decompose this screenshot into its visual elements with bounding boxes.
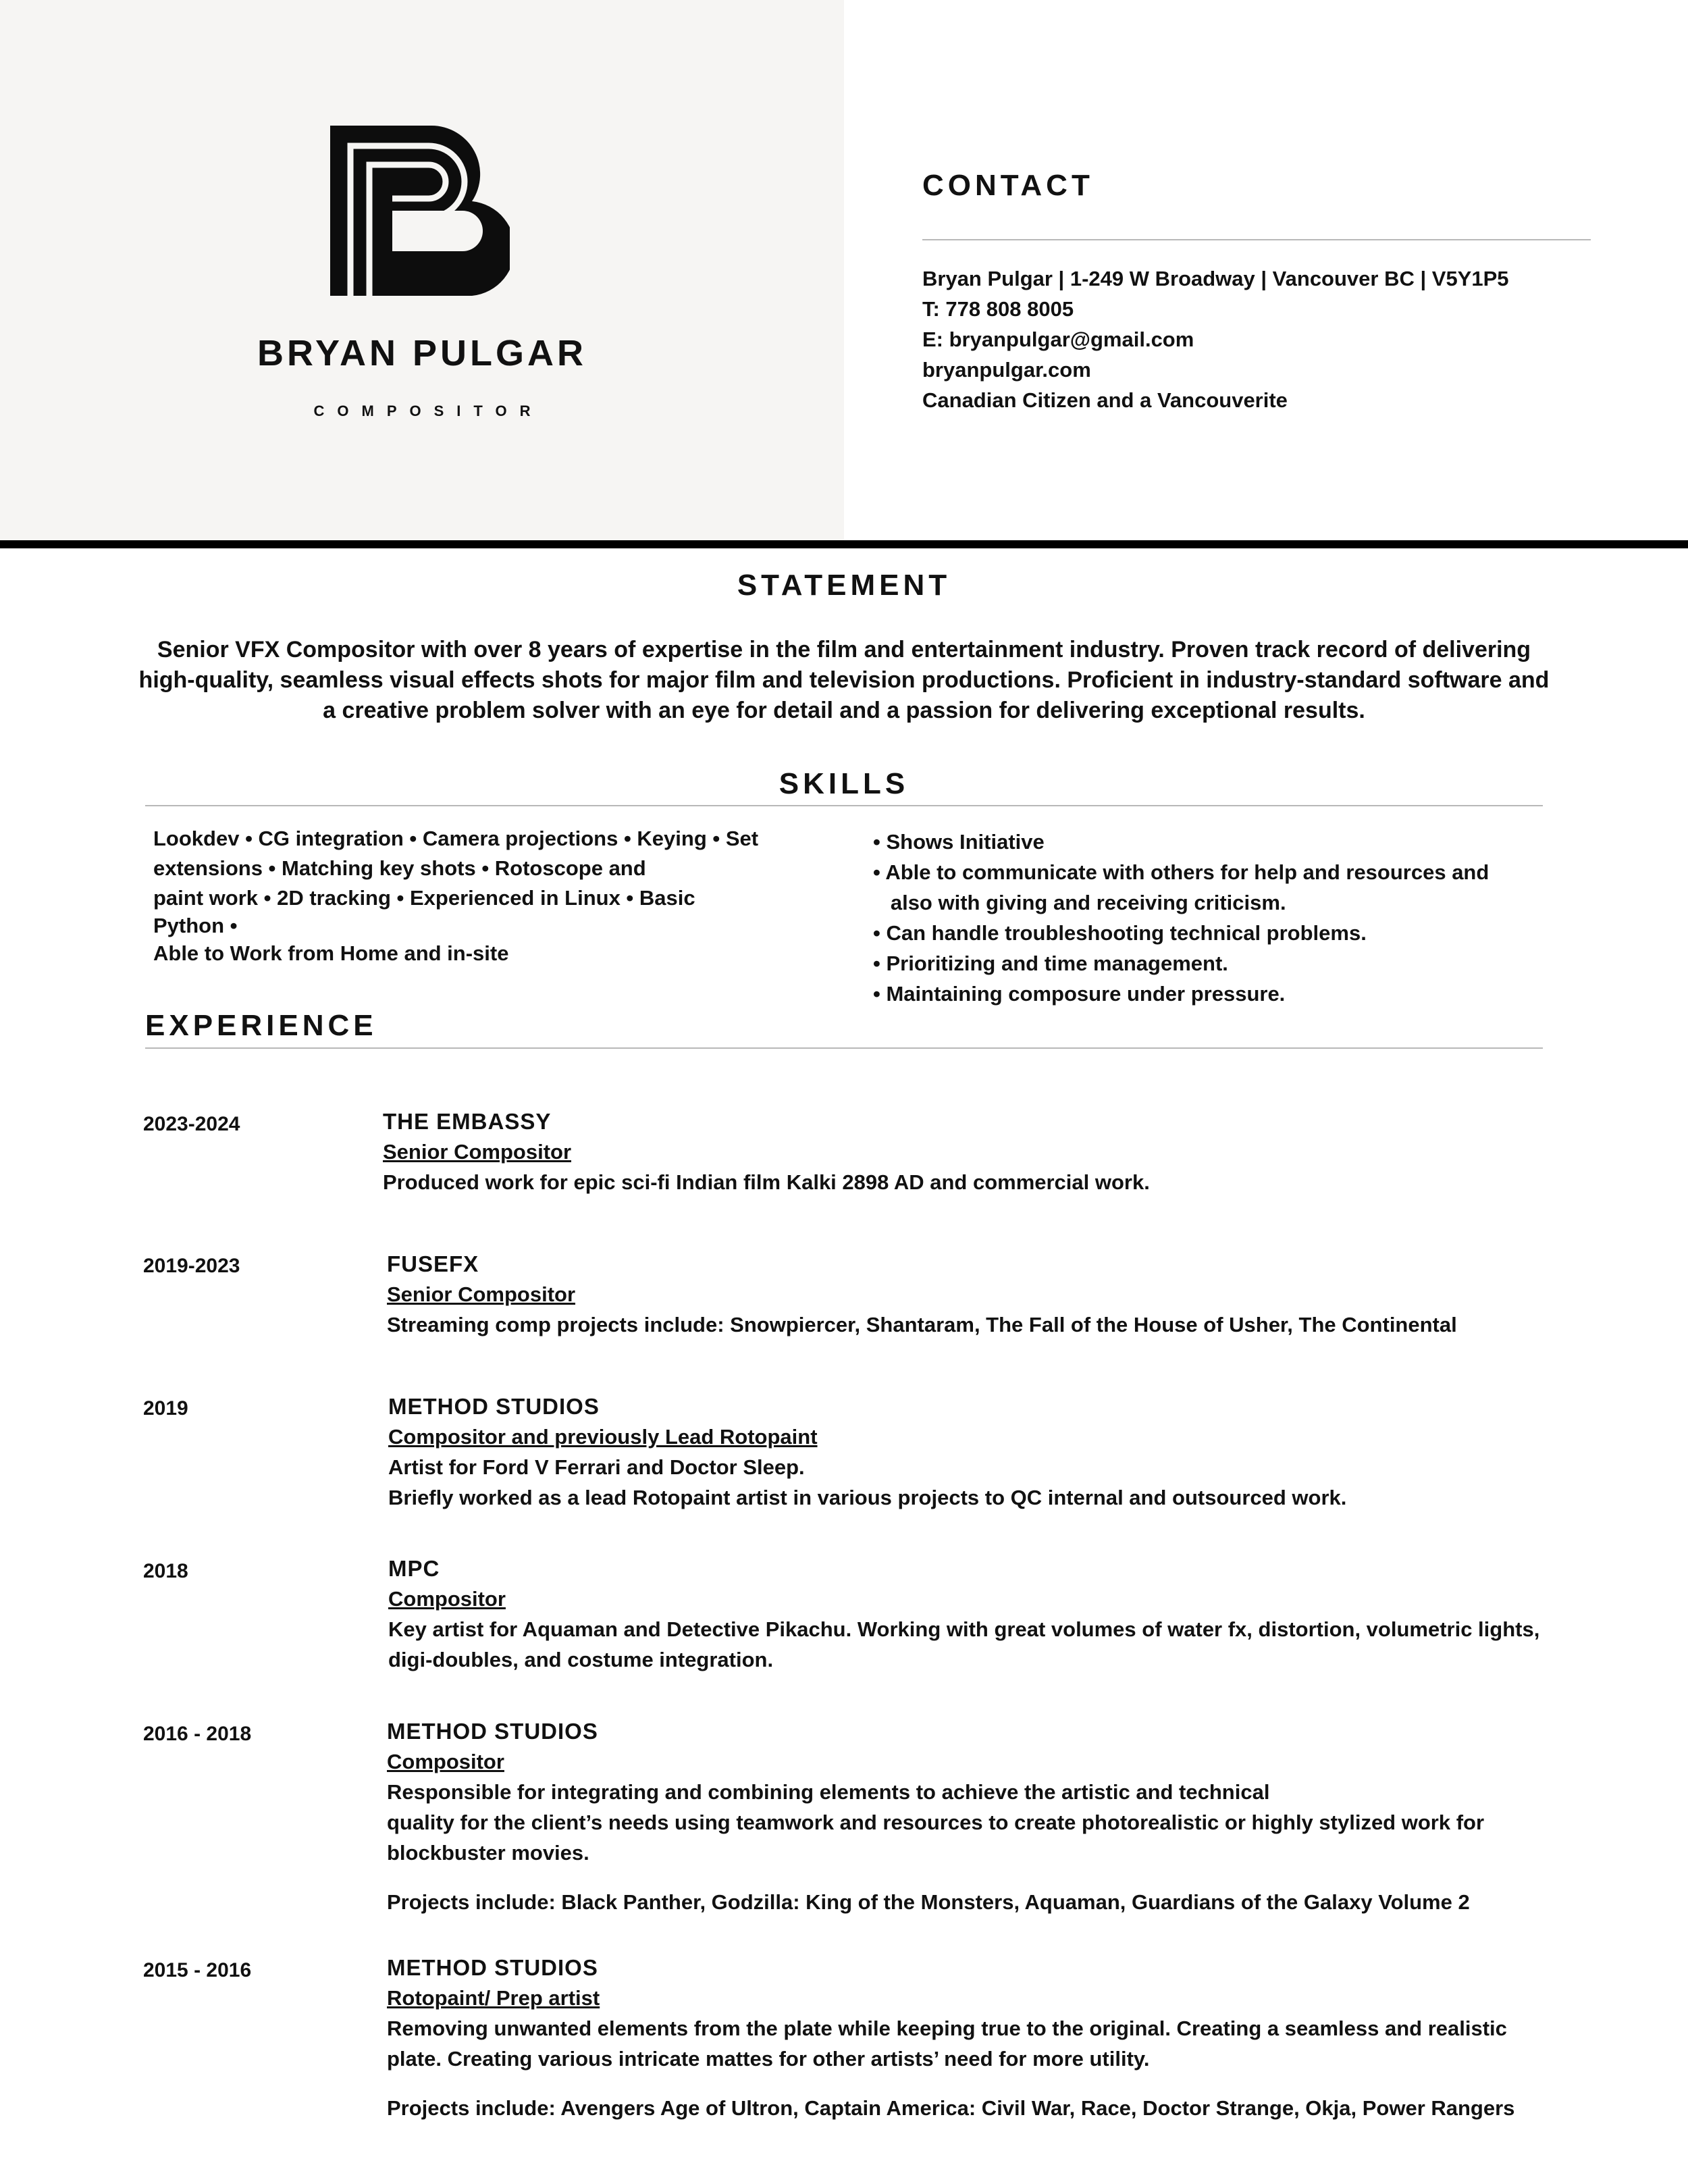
job-title: Compositor bbox=[387, 1750, 504, 1773]
job-years: 2016 - 2018 bbox=[143, 1723, 252, 1745]
job-description: quality for the client’s needs using teamwork and resources to create photorealistic or highly stylized work for bbox=[387, 1811, 1485, 1834]
contact-email[interactable]: E: bryanpulgar@gmail.com bbox=[922, 328, 1194, 351]
skill-line: Able to Work from Home and in-site bbox=[153, 941, 509, 965]
job-company: FUSEFX bbox=[387, 1251, 479, 1276]
job-years: 2019-2023 bbox=[143, 1255, 240, 1277]
job-company: METHOD STUDIOS bbox=[387, 1719, 598, 1744]
job-description: Produced work for epic sci-fi Indian film Kalki 2898 AD and commercial work. bbox=[383, 1170, 1150, 1194]
skill-line: • Maintaining composure under pressure. bbox=[873, 982, 1286, 1006]
skill-line: Python • bbox=[153, 914, 238, 937]
job-description: Artist for Ford V Ferrari and Doctor Sleep. bbox=[388, 1455, 805, 1479]
skill-line: • Prioritizing and time management. bbox=[873, 952, 1228, 975]
skill-line: paint work • 2D tracking • Experienced in Linux • Basic bbox=[153, 886, 695, 910]
candidate-role: COMPOSITOR bbox=[313, 402, 544, 419]
skill-line: extensions • Matching key shots • Rotoscope and bbox=[153, 856, 646, 880]
experience-divider bbox=[145, 1047, 1543, 1049]
skill-line: • Can handle troubleshooting technical problems. bbox=[873, 921, 1367, 945]
skill-line: • Shows Initiative bbox=[873, 830, 1045, 854]
candidate-name: BRYAN PULGAR bbox=[257, 333, 587, 373]
job-company: MPC bbox=[388, 1556, 440, 1581]
job-projects: Projects include: Black Panther, Godzilla: King of the Monsters, Aquaman, Guardians of the Galaxy Volume 2 bbox=[387, 1890, 1470, 1914]
job-title: Compositor and previously Lead Rotopaint bbox=[388, 1425, 818, 1449]
job-entry bbox=[388, 1553, 1550, 1675]
soft-skills bbox=[873, 827, 1548, 1009]
job-projects: Projects include: Avengers Age of Ultron, Captain America: Civil War, Race, Doctor Strange, Okja, Power Rangers bbox=[387, 2096, 1515, 2120]
job-title: Rotopaint/ Prep artist bbox=[387, 1986, 600, 2010]
skill-line: • Able to communicate with others for help and resources and bbox=[873, 860, 1489, 884]
job-description: Streaming comp projects include: Snowpiercer, Shantaram, The Fall of the House of Usher, The Continental bbox=[387, 1313, 1457, 1336]
skill-line: also with giving and receiving criticism. bbox=[873, 891, 1286, 914]
contact-details bbox=[922, 263, 1509, 415]
job-description: blockbuster movies. bbox=[387, 1841, 589, 1865]
job-description: Responsible for integrating and combining elements to achieve the artistic and technical bbox=[387, 1780, 1270, 1804]
job-company: METHOD STUDIOS bbox=[388, 1394, 600, 1419]
skills-divider bbox=[145, 805, 1543, 806]
contact-heading: CONTACT bbox=[922, 169, 1094, 202]
job-entry bbox=[387, 1716, 1548, 1917]
skills-heading: SKILLS bbox=[779, 767, 909, 800]
job-description: digi-doubles, and costume integration. bbox=[388, 1648, 774, 1671]
bp-monogram-logo-icon bbox=[330, 126, 510, 296]
job-description: Briefly worked as a lead Rotopaint artist in various projects to QC internal and outsourced work. bbox=[388, 1486, 1347, 1509]
contact-website[interactable]: bryanpulgar.com bbox=[922, 358, 1091, 382]
job-description: Key artist for Aquaman and Detective Pikachu. Working with great volumes of water fx, distortion, volumetric lights, bbox=[388, 1617, 1540, 1641]
technical-skills bbox=[153, 824, 801, 968]
job-description: Removing unwanted elements from the plate while keeping true to the original. Creating a seamless and realistic bbox=[387, 2017, 1507, 2040]
experience-heading: EXPERIENCE bbox=[145, 1009, 377, 1042]
job-years: 2023-2024 bbox=[143, 1113, 240, 1135]
contact-citizenship: Canadian Citizen and a Vancouverite bbox=[922, 388, 1288, 412]
skill-line: Lookdev • CG integration • Camera projections • Keying • Set bbox=[153, 827, 759, 850]
job-description: plate. Creating various intricate mattes for other artists’ need for more utility. bbox=[387, 2047, 1150, 2071]
statement-heading: STATEMENT bbox=[737, 569, 951, 602]
job-company: THE EMBASSY bbox=[383, 1109, 552, 1134]
job-title: Compositor bbox=[388, 1587, 506, 1611]
contact-phone: T: 778 808 8005 bbox=[922, 297, 1074, 321]
contact-divider bbox=[922, 239, 1591, 240]
header-divider bbox=[0, 540, 1688, 548]
job-years: 2019 bbox=[143, 1397, 188, 1420]
job-company: METHOD STUDIOS bbox=[387, 1955, 598, 1980]
statement-text: Senior VFX Compositor with over 8 years of expertise in the film and entertainment industry. Proven track record of delivering high-quality, seamless visual effects shots for major film and television productions. Proficient in industry-standard software and a creative problem solver with an eye for detail and a passion for delivering exceptional results. bbox=[138, 637, 1550, 723]
job-years: 2018 bbox=[143, 1560, 188, 1582]
job-title: Senior Compositor bbox=[383, 1140, 572, 1164]
header-panel bbox=[0, 0, 844, 540]
job-title: Senior Compositor bbox=[387, 1282, 576, 1306]
job-entry bbox=[388, 1391, 1550, 1513]
job-entry bbox=[387, 1249, 1548, 1340]
job-entry bbox=[387, 1952, 1548, 2123]
job-years: 2015 - 2016 bbox=[143, 1959, 252, 1981]
contact-address: Bryan Pulgar | 1-249 W Broadway | Vancouver BC | V5Y1P5 bbox=[922, 267, 1509, 290]
job-entry bbox=[383, 1106, 1544, 1197]
